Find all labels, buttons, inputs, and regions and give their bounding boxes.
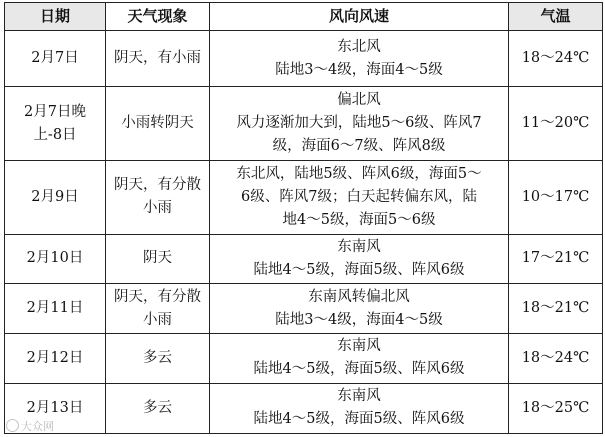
date-cell [5, 160, 106, 234]
table-row [5, 283, 603, 333]
wind-cell [210, 234, 509, 283]
wind-cell-line: 风力逐渐加大到，陆地5～6级、阵风7 [236, 115, 482, 132]
table-row [5, 160, 603, 234]
wind-cell-line: 东南风 [337, 238, 381, 255]
date-cell-line: 2月9日 [31, 188, 79, 205]
header-wind: 风向风速 [210, 3, 509, 31]
weather-cell [106, 234, 210, 283]
weather-cell-line: 阴天，有分散 [114, 177, 201, 194]
wind-cell [210, 160, 509, 234]
weather-cell [106, 283, 210, 333]
wind-cell [210, 283, 509, 333]
date-cell-line: 2月11日 [26, 300, 84, 317]
watermark [6, 418, 54, 434]
date-cell [5, 234, 106, 283]
weather-cell [106, 334, 210, 383]
weather-forecast-table [4, 2, 603, 434]
header-date: 日期 [5, 3, 106, 31]
header-weather: 天气现象 [106, 3, 210, 31]
table-row [5, 234, 603, 283]
wind-cell-line: 偏北风 [337, 92, 381, 109]
date-cell-line: 2月10日 [26, 250, 84, 267]
watermark-logo-icon [6, 419, 19, 432]
wind-cell-line: 东北风 [337, 38, 381, 55]
wind-cell-line: 6级、阵风7级；白天起转偏东风，陆 [241, 188, 477, 205]
date-cell-line: 上-8日 [33, 126, 77, 143]
temp-cell: 18～24℃ [509, 31, 603, 87]
wind-cell-line: 级，海面6～7级、阵风8级 [272, 138, 446, 155]
wind-cell-line: 地4～5级，海面5～6级 [282, 211, 436, 228]
weather-cell-line: 阴天 [143, 250, 172, 267]
date-cell-line: 2月7日晚 [24, 103, 86, 120]
wind-cell-line: 东南风转偏北风 [308, 288, 410, 305]
header-row [5, 3, 603, 31]
wind-cell-line: 东南风 [337, 388, 381, 405]
date-cell-line: 2月7日 [31, 50, 79, 67]
temp-cell: 18～25℃ [509, 383, 603, 433]
weather-cell [106, 31, 210, 87]
wind-cell [210, 31, 509, 87]
temp-cell: 18～24℃ [509, 334, 603, 383]
weather-cell-line: 阴天，有小雨 [114, 50, 201, 67]
weather-cell [106, 160, 210, 234]
wind-cell [210, 87, 509, 161]
weather-cell-line: 多云 [143, 399, 172, 416]
wind-cell-line: 陆地4～5级，海面5级、阵风6级 [253, 411, 465, 428]
date-cell-line: 2月13日 [26, 399, 84, 416]
weather-cell-line: 阴天，有分散 [114, 288, 201, 305]
weather-cell-line: 小雨 [143, 200, 172, 217]
weather-cell-line: 小雨 [143, 311, 172, 328]
wind-cell-line: 东北风，陆地5级、阵风6级，海面5～ [236, 165, 482, 182]
temp-cell: 10～17℃ [509, 160, 603, 234]
wind-cell [210, 383, 509, 433]
table-row [5, 87, 603, 161]
date-cell-line: 2月12日 [26, 349, 84, 366]
wind-cell-line: 陆地3～4级，海面4～5级 [275, 311, 443, 328]
watermark-text: 大众网 [21, 420, 54, 433]
date-cell [5, 283, 106, 333]
temp-cell: 18～21℃ [509, 283, 603, 333]
temp-cell: 17～21℃ [509, 234, 603, 283]
weather-cell [106, 87, 210, 161]
weather-cell [106, 383, 210, 433]
wind-cell-line: 陆地4～5级，海面5级、阵风6级 [253, 261, 465, 278]
wind-cell-line: 东南风 [337, 338, 381, 355]
table-body [5, 31, 603, 434]
wind-cell-line: 陆地4～5级，海面5级、阵风6级 [253, 361, 465, 378]
wind-cell [210, 334, 509, 383]
temp-cell: 11～20℃ [509, 87, 603, 161]
table-row [5, 383, 603, 433]
date-cell [5, 31, 106, 87]
weather-cell-line: 小雨转阴天 [121, 115, 194, 132]
table-row [5, 31, 603, 87]
header-temp: 气温 [509, 3, 603, 31]
date-cell [5, 87, 106, 161]
wind-cell-line: 陆地3～4级，海面4～5级 [275, 61, 443, 78]
weather-cell-line: 多云 [143, 349, 172, 366]
table-row [5, 334, 603, 383]
date-cell [5, 334, 106, 383]
